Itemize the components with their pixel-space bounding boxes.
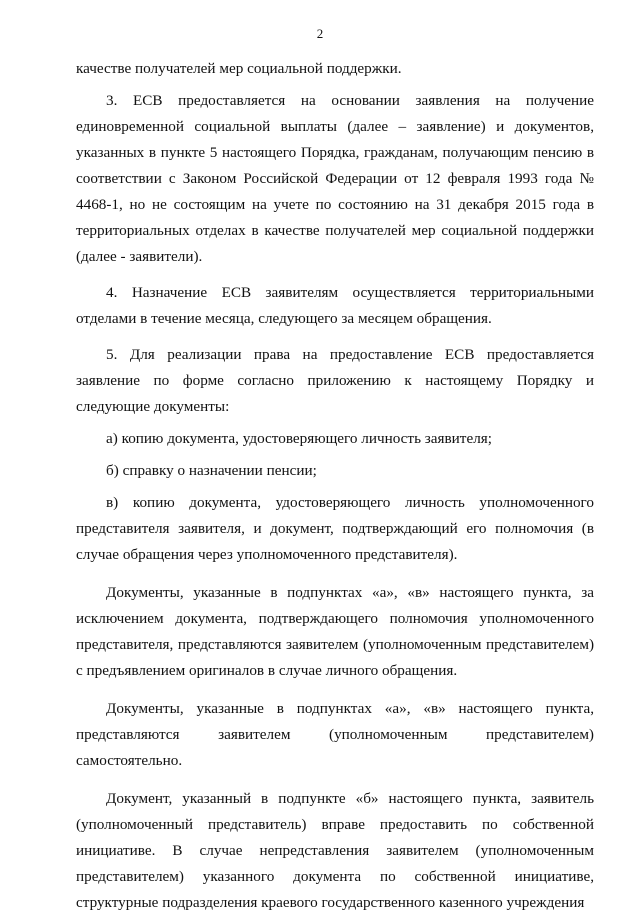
paragraph-documents-self: Документы, указанные в подпунктах «а», «в» настоящего пункта, представляются заявителем (уполномоченным представителем) самостоятельно.	[76, 700, 594, 769]
list-item-a: а) копию документа, удостоверяющего личность заявителя;	[106, 430, 492, 447]
list-item-b: б) справку о назначении пенсии;	[106, 462, 317, 479]
paragraph-item-3: 3. ЕСВ предоставляется на основании заявления на получение единовременной социальной выплаты (далее – заявление) и документов, указанных в пункте 5 настоящего Порядка, гражданам, получающим пенсию в соответствии с Законом Российской Федерации от 12 февраля 1993 года № 4468-1, но не состоящим на учете по состоянию на 31 декабря 2015 года в территориальных отделах в качестве получателей мер социальной поддержки (далее - заявители).	[76, 92, 594, 265]
paragraph-item-5: 5. Для реализации права на предоставление ЕСВ предоставляется заявление по форме согласно приложению к настоящему Порядку и следующие документы:	[76, 346, 594, 415]
paragraph-item-4: 4. Назначение ЕСВ заявителям осуществляется территориальными отделами в течение месяца, следующего за месяцем обращения.	[76, 284, 594, 327]
page-number: 2	[316, 26, 324, 41]
list-item-v: в) копию документа, удостоверяющего личность уполномоченного представителя заявителя, и документ, подтверждающий его полномочия (в случае обращения через уполномоченного представителя).	[76, 494, 594, 563]
paragraph-continuation: качестве получателей мер социальной поддержки.	[76, 60, 402, 77]
paragraph-documents-presentation: Документы, указанные в подпунктах «а», «в» настоящего пункта, за исключением документа, подтверждающего полномочия уполномоченного представителя, представляются заявителем (уполномоченным представителем) с предъявлением оригиналов в случае личного обращения.	[76, 584, 594, 679]
paragraph-document-b: Документ, указанный в подпункте «б» настоящего пункта, заявитель (уполномоченный представитель) вправе предоставить по собственной инициативе. В случае непредставления заявителем (уполномоченным представителем) указанного документа по собственной инициативе, структурные подразделения краевого государственного казенного учреждения	[76, 790, 594, 911]
document-body	[76, 56, 594, 916]
